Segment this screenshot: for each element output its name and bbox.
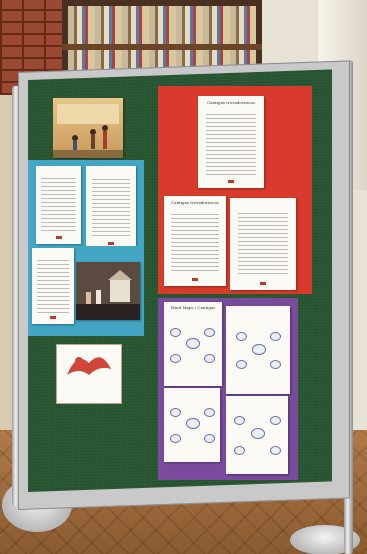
mindmap-node <box>270 332 281 341</box>
mindmap-node <box>170 408 181 417</box>
text-page <box>198 96 264 188</box>
mindmap-node <box>270 416 281 425</box>
mindmap-page <box>164 302 222 386</box>
mindmap-node <box>270 446 281 455</box>
mindmap-node <box>270 360 281 369</box>
mindmap-node <box>204 328 215 337</box>
mindmap-title: Mind Maps / Cantigas <box>170 305 216 310</box>
mindmap-node <box>236 360 247 369</box>
poster-subtitle: Cantigas trovadorescas <box>171 200 219 205</box>
text-page <box>36 166 81 244</box>
mindmap-node <box>170 328 181 337</box>
book-row <box>68 6 256 44</box>
mindmap-page <box>226 396 288 474</box>
text-page <box>164 196 226 286</box>
theatre-photo <box>76 262 140 320</box>
mindmap-node-center <box>186 418 200 429</box>
logo-icon <box>57 345 121 385</box>
mindmap-node <box>170 354 181 363</box>
mindmap-node-center <box>251 428 265 439</box>
mindmap-node <box>170 434 181 443</box>
mindmap-node <box>204 354 215 363</box>
illustration-poster <box>53 98 123 158</box>
mindmap-node <box>234 416 245 425</box>
mindmap-node <box>204 434 215 443</box>
mindmap-node <box>204 408 215 417</box>
mindmap-node-center <box>186 338 200 349</box>
text-page <box>230 198 296 290</box>
logo-sign <box>56 344 122 404</box>
theatre-scene <box>76 262 140 320</box>
text-page <box>86 166 136 250</box>
mindmap-page <box>226 306 290 394</box>
mindmap-node <box>234 446 245 455</box>
mindmap-node <box>236 332 247 341</box>
poster-title: Cantigas trovadorescas <box>207 100 255 105</box>
illustration-figures <box>53 98 123 158</box>
mindmap-node-center <box>252 344 266 355</box>
mindmap-page <box>164 388 220 462</box>
text-page <box>32 248 74 324</box>
